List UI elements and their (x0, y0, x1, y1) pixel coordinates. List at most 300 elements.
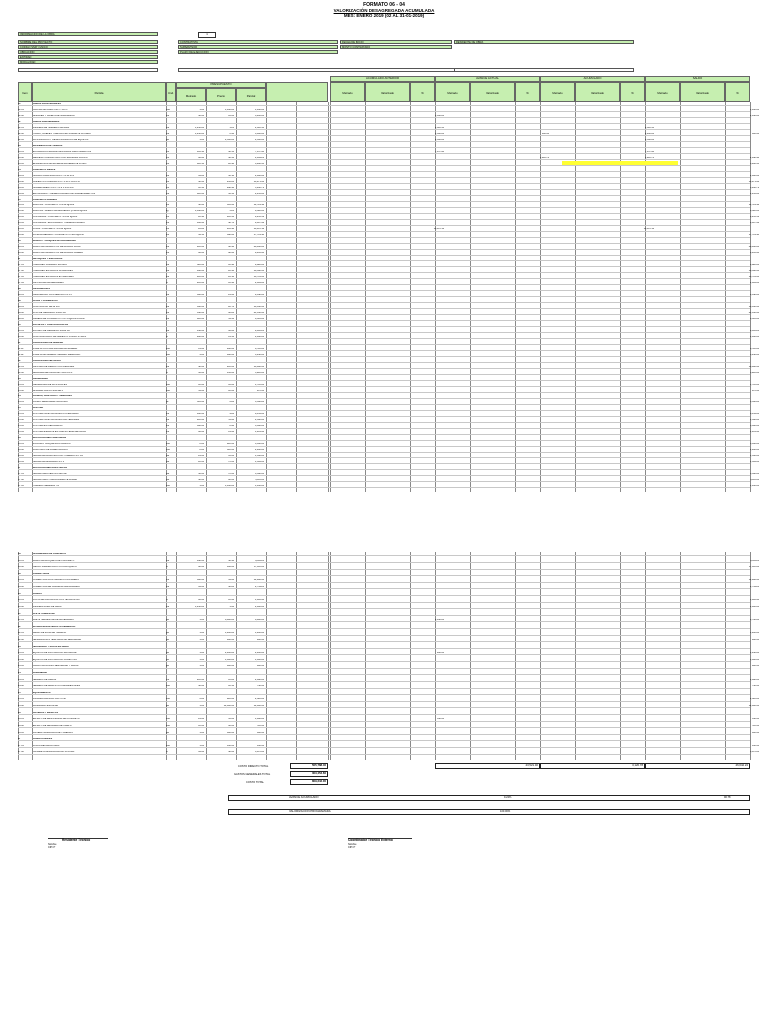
table-row (18, 413, 759, 416)
cell-item: 12.01 (18, 365, 24, 368)
cell-partida: RIEGO DE ZONA DE TRABAJO (33, 632, 67, 635)
subheader-valorizado: Valorizado (470, 82, 515, 102)
cell-precio: 1.60 (229, 605, 234, 608)
cell-saldo: 2,739.20 (750, 586, 759, 589)
cell-partida: COBERTURA CON LADRILLO PASTELERO (33, 579, 79, 582)
cell-metrado: 1.00 (199, 619, 204, 622)
cell-item: 01 (18, 103, 21, 105)
cell-partida: VIGAS - CONCRETO f'c=210 kg/cm2 (33, 228, 72, 231)
cell-partida: PLACA RECORDATORIA (33, 744, 60, 747)
cell-partida: VIDRIO SEMIDOBLE INCOLORO (33, 401, 68, 404)
cell-partida: SOBRECIMIENTOS C:H 1:8 + 25% PM (33, 186, 74, 189)
cell-partida: CERRAJERIA (33, 377, 48, 380)
cell-parcial: 3,000.00 (255, 132, 264, 135)
cell-saldo: 14,729.92 (748, 204, 759, 207)
cell-saldo: 1,600.00 (750, 658, 759, 661)
table-row (18, 365, 759, 369)
cell-item: 02.01 (18, 126, 24, 129)
grid-line (18, 552, 19, 760)
table-row (18, 455, 759, 458)
cell-partida: MURO DE LADRILLO KK DE ARCILLA SOGA (33, 246, 81, 249)
cell-metrado: 1.00 (199, 731, 204, 734)
table-row (18, 132, 759, 136)
section-row (18, 646, 750, 649)
cell-saldo: 9,348.00 (750, 294, 759, 296)
cell-und: m3 (166, 162, 170, 165)
cell-parcial: 3,382.00 (255, 425, 264, 428)
cell-saldo: 980.00 (751, 638, 759, 641)
cell-precio: 12.80 (228, 678, 234, 681)
total-label: COSTO TOTAL (246, 781, 264, 784)
costo-directo-value: 505,788.40 (290, 763, 328, 769)
cell-acum: 4,500.00 (645, 138, 654, 141)
cell-partida: PRUEBAS Y ENSAYOS (33, 711, 58, 714)
cell-und: pto (166, 455, 170, 458)
cell-metrado: 120.50 (196, 162, 204, 165)
cell-parcial: 8,528.00 (255, 210, 264, 213)
subheader-pct: % (725, 82, 750, 102)
cell-und: m2 (166, 311, 170, 314)
cell-parcial: 9,665.20 (255, 329, 264, 332)
cell-saldo: 720.00 (751, 724, 759, 727)
cell-item: 23.03 (18, 665, 24, 668)
grid-line (540, 552, 541, 760)
section-row (18, 258, 750, 261)
cell-item: 09.02 (18, 311, 24, 314)
cell-partida: CANALETA DE EVACUACION PLUVIAL (33, 751, 75, 754)
cell-parcial: 9,828.00 (255, 264, 264, 267)
cell-partida: PISOS Y PAVIMENTOS (33, 299, 58, 302)
cell-parcial: 9,235.52 (255, 216, 264, 219)
grid-line (330, 552, 331, 760)
cell-parcial: 2,080.08 (255, 174, 264, 177)
cell-item: 02.03 (18, 138, 24, 141)
cell-item: 25.01 (18, 698, 24, 701)
cell-partida: CARPINTERIA METALICA (33, 359, 61, 362)
cell-parcial: 1,584.00 (255, 461, 264, 464)
cell-item: 27 (18, 738, 21, 741)
cell-partida: JUNTA DE DILATACION CON TECKNOPORT (33, 599, 81, 602)
cell-partida: OBRAS PROVISIONALES (33, 103, 61, 105)
table-row (18, 174, 759, 178)
cell-parcial: 10,471.08 (253, 180, 264, 183)
table-row (18, 371, 759, 375)
cell-saldo: 1,401.60 (750, 431, 759, 434)
table-row (18, 599, 759, 602)
table-row (18, 311, 759, 315)
anterior-total: 43,521.46 (435, 763, 540, 769)
cell-item: 27.02 (18, 751, 24, 754)
table-row (18, 204, 759, 207)
table-row (18, 443, 759, 446)
grid-line (620, 552, 621, 760)
cell-saldo: 2,040.00 (750, 114, 759, 117)
cell-item: 09.01 (18, 305, 24, 308)
col-metrado: Metrado (176, 88, 206, 102)
cell-precio: 412.30 (226, 216, 234, 219)
cell-metrado: 210.00 (196, 282, 204, 285)
cell-und: m3 (166, 234, 170, 237)
avance-row (228, 795, 750, 801)
cell-item: 19 (18, 572, 21, 575)
cell-item: 15.02 (18, 419, 24, 422)
cell-partida: ALBAÑILERIA DE CONCRETO (33, 553, 67, 555)
cell-partida: ELIMINACION DE MATERIAL EXCEDENTE D=5km (33, 162, 87, 165)
cell-parcial: 2,480.00 (255, 449, 264, 452)
cell-metrado: 410.00 (196, 419, 204, 422)
cell-parcial: 1,401.60 (255, 431, 264, 434)
table-row (18, 685, 759, 688)
table-row (18, 329, 759, 333)
cell-parcial: 6,516.00 (255, 317, 264, 320)
cell-metrado: 96.20 (198, 156, 204, 159)
info-box: ENTIDAD (18, 55, 158, 59)
cell-precio: 12.40 (228, 282, 234, 285)
grid-line (266, 552, 267, 760)
table-row (18, 347, 759, 351)
cell-item: 04.01 (18, 174, 24, 177)
cell-partida: JARDINERIA (33, 672, 48, 675)
cell-metrado: 48.00 (198, 365, 204, 368)
cell-item: 07.01 (18, 264, 24, 267)
table-row (18, 705, 759, 708)
cell-saldo: 21,352.00 (748, 311, 759, 314)
cell-und: und (166, 724, 170, 727)
cell-partida: TARRAJEO EN MUROS EXTERIORES (33, 276, 74, 279)
cell-parcial: 2,604.00 (255, 282, 264, 285)
cell-precio: 398.20 (226, 234, 234, 237)
cell-metrado: 96.00 (198, 252, 204, 255)
grid-line (515, 552, 516, 760)
cell-saldo: 9,811.20 (750, 559, 759, 562)
cell-saldo: 10,701.00 (748, 276, 759, 279)
cell-item: 13 (18, 377, 21, 380)
cell-item: 20 (18, 592, 21, 595)
cell-und: m2 (166, 126, 170, 129)
cell-item: 03.03 (18, 162, 24, 165)
cell-precio: 78.00 (228, 473, 234, 476)
table-row (18, 586, 759, 589)
subheader-metrado: Metrado (540, 82, 575, 102)
cell-ant: 1,500.00 (435, 132, 444, 135)
col-presupuesto: PRESUPUESTO (176, 82, 266, 88)
cell-partida: CERCO PERIMETRICO CON BLOQUETA (33, 566, 77, 569)
cell-parcial: 972.00 (256, 389, 264, 392)
cell-partida: INSTALACIONES ELECTRICAS (33, 467, 67, 470)
cell-item: 16.03 (18, 455, 24, 458)
info-box: CÓDIGO SNIP / UNICO (18, 45, 158, 49)
actual-total: 3,120.78 (540, 763, 645, 769)
cell-item: 06 (18, 240, 21, 243)
grid-line (435, 552, 436, 760)
cell-precio: 42.80 (228, 586, 234, 589)
cell-partida: FLETE TERRESTRE (33, 612, 55, 615)
subheader-pct: % (515, 82, 540, 102)
section-row (18, 169, 750, 172)
cell-saldo: 3,116.00 (750, 479, 759, 482)
cell-und: m2 (166, 270, 170, 273)
section-row (18, 324, 750, 327)
cell-saldo: 9,465.60 (750, 252, 759, 255)
cell-parcial: 2,400.00 (255, 652, 264, 655)
cell-partida: SOLADO PARA ZAPATAS C:H 1:12 e=4" (33, 174, 75, 177)
cell-parcial: 3,588.00 (255, 473, 264, 476)
cell-item: 23.01 (18, 652, 24, 655)
gastos-label: GASTOS GENERALES TOTAL (234, 773, 271, 776)
cell-und: und (166, 389, 170, 392)
cell-precio: 980.00 (226, 638, 234, 641)
info-box: FECHA DE INICIO (340, 40, 452, 44)
table-row (18, 605, 759, 609)
cell-partida: PUERTA CONTRAPLACADA DE MADERA (33, 347, 78, 350)
cell-item: 09 (18, 299, 21, 302)
subheader-valorizado: Valorizado (575, 82, 620, 102)
cell-item: 18.01 (18, 559, 24, 562)
cell-partida: INODORO TANQUE BAJO BLANCO (33, 443, 71, 446)
table-row (18, 678, 759, 682)
table-row (18, 282, 759, 285)
cell-saldo: 1,850.00 (750, 485, 759, 488)
cell-und: pto (166, 461, 170, 464)
cell-saldo: 18,592.00 (748, 270, 759, 273)
cell-metrado: 380.00 (196, 425, 204, 428)
cell-und: m3 (166, 180, 170, 183)
cell-precio: 1,850.00 (225, 108, 234, 111)
cell-und: m2 (166, 678, 170, 681)
cell-metrado: 38.00 (198, 479, 204, 482)
table-row (18, 210, 759, 213)
cell-partida: SEGURIDAD Y SALUD EN OBRA (33, 645, 69, 648)
cell-metrado: 516.00 (196, 401, 204, 404)
cell-metrado: 46.00 (198, 473, 204, 476)
cell-metrado: 168.00 (196, 559, 204, 562)
cell-partida: CARTEL DE OBRA 3.60 x 7.20 m (33, 108, 68, 111)
cell-partida: PUERTA DE MADERA TABLERO REBAJADO (33, 353, 81, 356)
cell-precio: 62.80 (228, 311, 234, 314)
cell-und: m3 (166, 156, 170, 159)
cell-metrado: 1,640.00 (195, 210, 204, 213)
cell-parcial: 1,600.00 (255, 658, 264, 661)
cell-metrado: 96.00 (198, 431, 204, 434)
cell-precio: 12,600.00 (223, 705, 234, 708)
cell-metrado: 24.00 (198, 718, 204, 721)
cell-partida: ZAPATAS - ACERO DE REFUERZO fy=4200 kg/cm2 (33, 210, 88, 213)
cell-metrado: 122.00 (196, 192, 204, 195)
cell-saldo: 1,200.00 (750, 632, 759, 635)
cell-partida: COLUMNAS - ENCOFRADO Y DESENCOFRADO (33, 222, 85, 225)
cell-parcial: 3,400.00 (255, 114, 264, 117)
section-row (18, 692, 750, 695)
cell-acum: 10,878.12 (643, 228, 654, 231)
cell-partida: CONTRAPISO DE 48 mm (33, 305, 60, 308)
cell-saldo: 2,000.00 (750, 605, 759, 608)
table-row (18, 638, 759, 642)
signature-right-cip: CIP N° (348, 846, 356, 850)
section-row (18, 672, 750, 675)
cell-partida: MOVILIZACION Y DESMOVILIZACION DE EQUIPOS (33, 138, 89, 141)
cell-item: 14.01 (18, 401, 24, 404)
grid-line (575, 552, 576, 760)
cell-parcial: 4,060.00 (255, 335, 264, 338)
grid-line (750, 552, 751, 760)
cell-partida: TARRAJEO EN MUROS INTERIORES (33, 270, 73, 273)
table-row (18, 658, 759, 662)
cell-parcial: 9,465.60 (255, 252, 264, 255)
cell-precio: 1.85 (229, 126, 234, 129)
cell-und: m (166, 371, 168, 374)
cell-item: 18.02 (18, 566, 24, 569)
cell-saldo: 4,760.00 (750, 619, 759, 622)
cell-precio: 6,800.00 (225, 619, 234, 622)
section-row (18, 288, 750, 291)
col-blank (266, 82, 328, 102)
cell-item: 07.02 (18, 270, 24, 273)
cell-und: p2 (166, 401, 169, 404)
cell-metrado: 380.00 (196, 294, 204, 296)
cell-und: und (166, 698, 170, 701)
table-row (18, 419, 759, 422)
cell-partida: VARIOS (33, 592, 42, 595)
cell-partida: MUROS Y TABIQUES DE ALBAÑILERIA (33, 240, 76, 243)
cell-partida: SALIDA DE AGUA FRIA CON TUBERIA PVC 1/2" (33, 455, 84, 458)
subheader-metrado: Metrado (330, 82, 365, 102)
cell-parcial: 10,080.00 (253, 365, 264, 368)
cell-saldo: 4,453.00 (750, 192, 759, 195)
grid-line (296, 552, 297, 760)
cell-partida: ENSAYO DE DENSIDAD DE CAMPO (33, 724, 72, 727)
cell-metrado: 64.00 (198, 586, 204, 589)
cell-precio: 9.80 (229, 413, 234, 416)
cell-item: 04.02 (18, 180, 24, 183)
cell-precio: 5.20 (229, 210, 234, 213)
cell-metrado: 1.00 (199, 632, 204, 635)
subheader-pct: % (410, 82, 435, 102)
cell-item: 08 (18, 288, 21, 291)
info-box: MODALIDAD (18, 60, 158, 64)
cell-precio: 420.00 (226, 698, 234, 701)
cell-saldo: 5,460.72 (750, 186, 759, 189)
cell-parcial: 1,850.00 (255, 108, 264, 111)
cell-precio: 420.00 (226, 443, 234, 446)
table-row (18, 479, 759, 482)
cell-saldo: 600.00 (751, 132, 759, 135)
cell-metrado: 18.00 (198, 383, 204, 386)
cell-und: m2 (166, 413, 170, 416)
cell-partida: INSTALACIONES SANITARIAS (33, 437, 67, 440)
cell-precio: 245.80 (226, 180, 234, 183)
info-field (454, 68, 634, 72)
cell-metrado: 44.50 (198, 234, 204, 237)
cell-partida: PINTURA ESMALTE EN CARPINTERIA METALICA (33, 431, 86, 434)
signature-left-title: Residente Técnico (48, 838, 108, 843)
cell-item: 07 (18, 258, 21, 261)
cell-precio: 24.60 (228, 294, 234, 296)
cell-saldo: 12,600.00 (748, 705, 759, 708)
cell-partida: CIELORRASOS (33, 288, 50, 291)
cell-metrado: 40.00 (198, 114, 204, 117)
cell-item: 16 (18, 437, 21, 440)
cell-saldo: 8,528.00 (750, 210, 759, 213)
cell-parcial: 10,878.12 (253, 228, 264, 231)
cell-item: 05.05 (18, 228, 24, 231)
cell-item: 02.02 (18, 132, 24, 135)
grid-line (410, 552, 411, 760)
cell-metrado: 146.00 (196, 329, 204, 332)
section-row (18, 199, 750, 202)
table-row (18, 566, 759, 569)
cell-precio: 12.60 (228, 599, 234, 602)
table-row (18, 294, 759, 297)
cell-und: glb (166, 658, 170, 661)
cell-item: 15.03 (18, 425, 24, 428)
report-subtitle: VALORIZACIÓN DESAGREGADA ACUMULADA (333, 8, 435, 13)
cell-precio: 14.60 (228, 431, 234, 434)
table-row (18, 162, 759, 166)
cell-item: 05.02 (18, 210, 24, 213)
cell-precio: 42.30 (228, 156, 234, 159)
cell-item: 21.01 (18, 619, 24, 622)
cell-ant: 540.00 (436, 718, 444, 721)
cell-item: 26.02 (18, 724, 24, 727)
cell-partida: TABLERO GENERAL TG (33, 485, 59, 488)
cell-partida: LAVATORIO DE PARED BLANCO (33, 449, 68, 452)
table-row (18, 234, 759, 237)
cell-saldo: 972.00 (751, 389, 759, 392)
cell-item: 10 (18, 323, 21, 326)
cell-parcial: 4,592.00 (255, 419, 264, 422)
cell-und: m2 (166, 605, 170, 608)
cell-und: m (166, 599, 168, 602)
cell-metrado: 6.00 (199, 698, 204, 701)
cell-partida: MOBILIARIO ESCOLAR (33, 705, 59, 708)
cell-parcial: 2,312.50 (255, 126, 264, 129)
cell-und: und (166, 685, 170, 688)
cell-partida: FLETE TERRESTRE DE MATERIALES (33, 619, 74, 622)
cell-und: m2 (166, 174, 170, 177)
cell-precio: 298.40 (226, 186, 234, 189)
cell-partida: CONCRETO ARMADO (33, 198, 57, 201)
cell-precio: 210.00 (226, 365, 234, 368)
cell-saldo: 650.00 (751, 744, 759, 747)
cell-item: 13.02 (18, 389, 24, 392)
cell-item: 26.03 (18, 731, 24, 734)
table-row (18, 216, 759, 219)
cell-und: und (166, 449, 170, 452)
cell-partida: MURO DE LADRILLO KK DE ARCILLA CABEZA (33, 252, 83, 255)
cell-item: 15 (18, 407, 21, 410)
cell-saldo: 9,665.20 (750, 329, 759, 332)
section-row (18, 573, 750, 576)
cell-precio: 82.00 (228, 479, 234, 482)
cell-metrado: 1.00 (199, 108, 204, 111)
cell-parcial: 980.00 (256, 638, 264, 641)
cell-saldo: 4,060.00 (750, 335, 759, 338)
table-row (18, 731, 759, 735)
cell-precio: 18.50 (228, 685, 234, 688)
cell-partida: TRAZO, NIVELES Y REPLANTEO DURANTE LA OBRA (33, 132, 91, 135)
cell-item: 24.02 (18, 685, 24, 688)
saldo-pct: 90.78 (724, 796, 731, 799)
cell-item: 04.03 (18, 186, 24, 189)
signature-right (348, 838, 412, 850)
subheader-pct: % (620, 82, 645, 102)
cell-partida: CONCRETO SIMPLE (33, 168, 56, 171)
table-row (18, 473, 759, 476)
info-box: SUPERVISOR (178, 45, 338, 49)
cell-parcial: 7,137.90 (255, 150, 264, 153)
grid-line (470, 552, 471, 760)
cell-precio: 28.70 (228, 305, 234, 308)
